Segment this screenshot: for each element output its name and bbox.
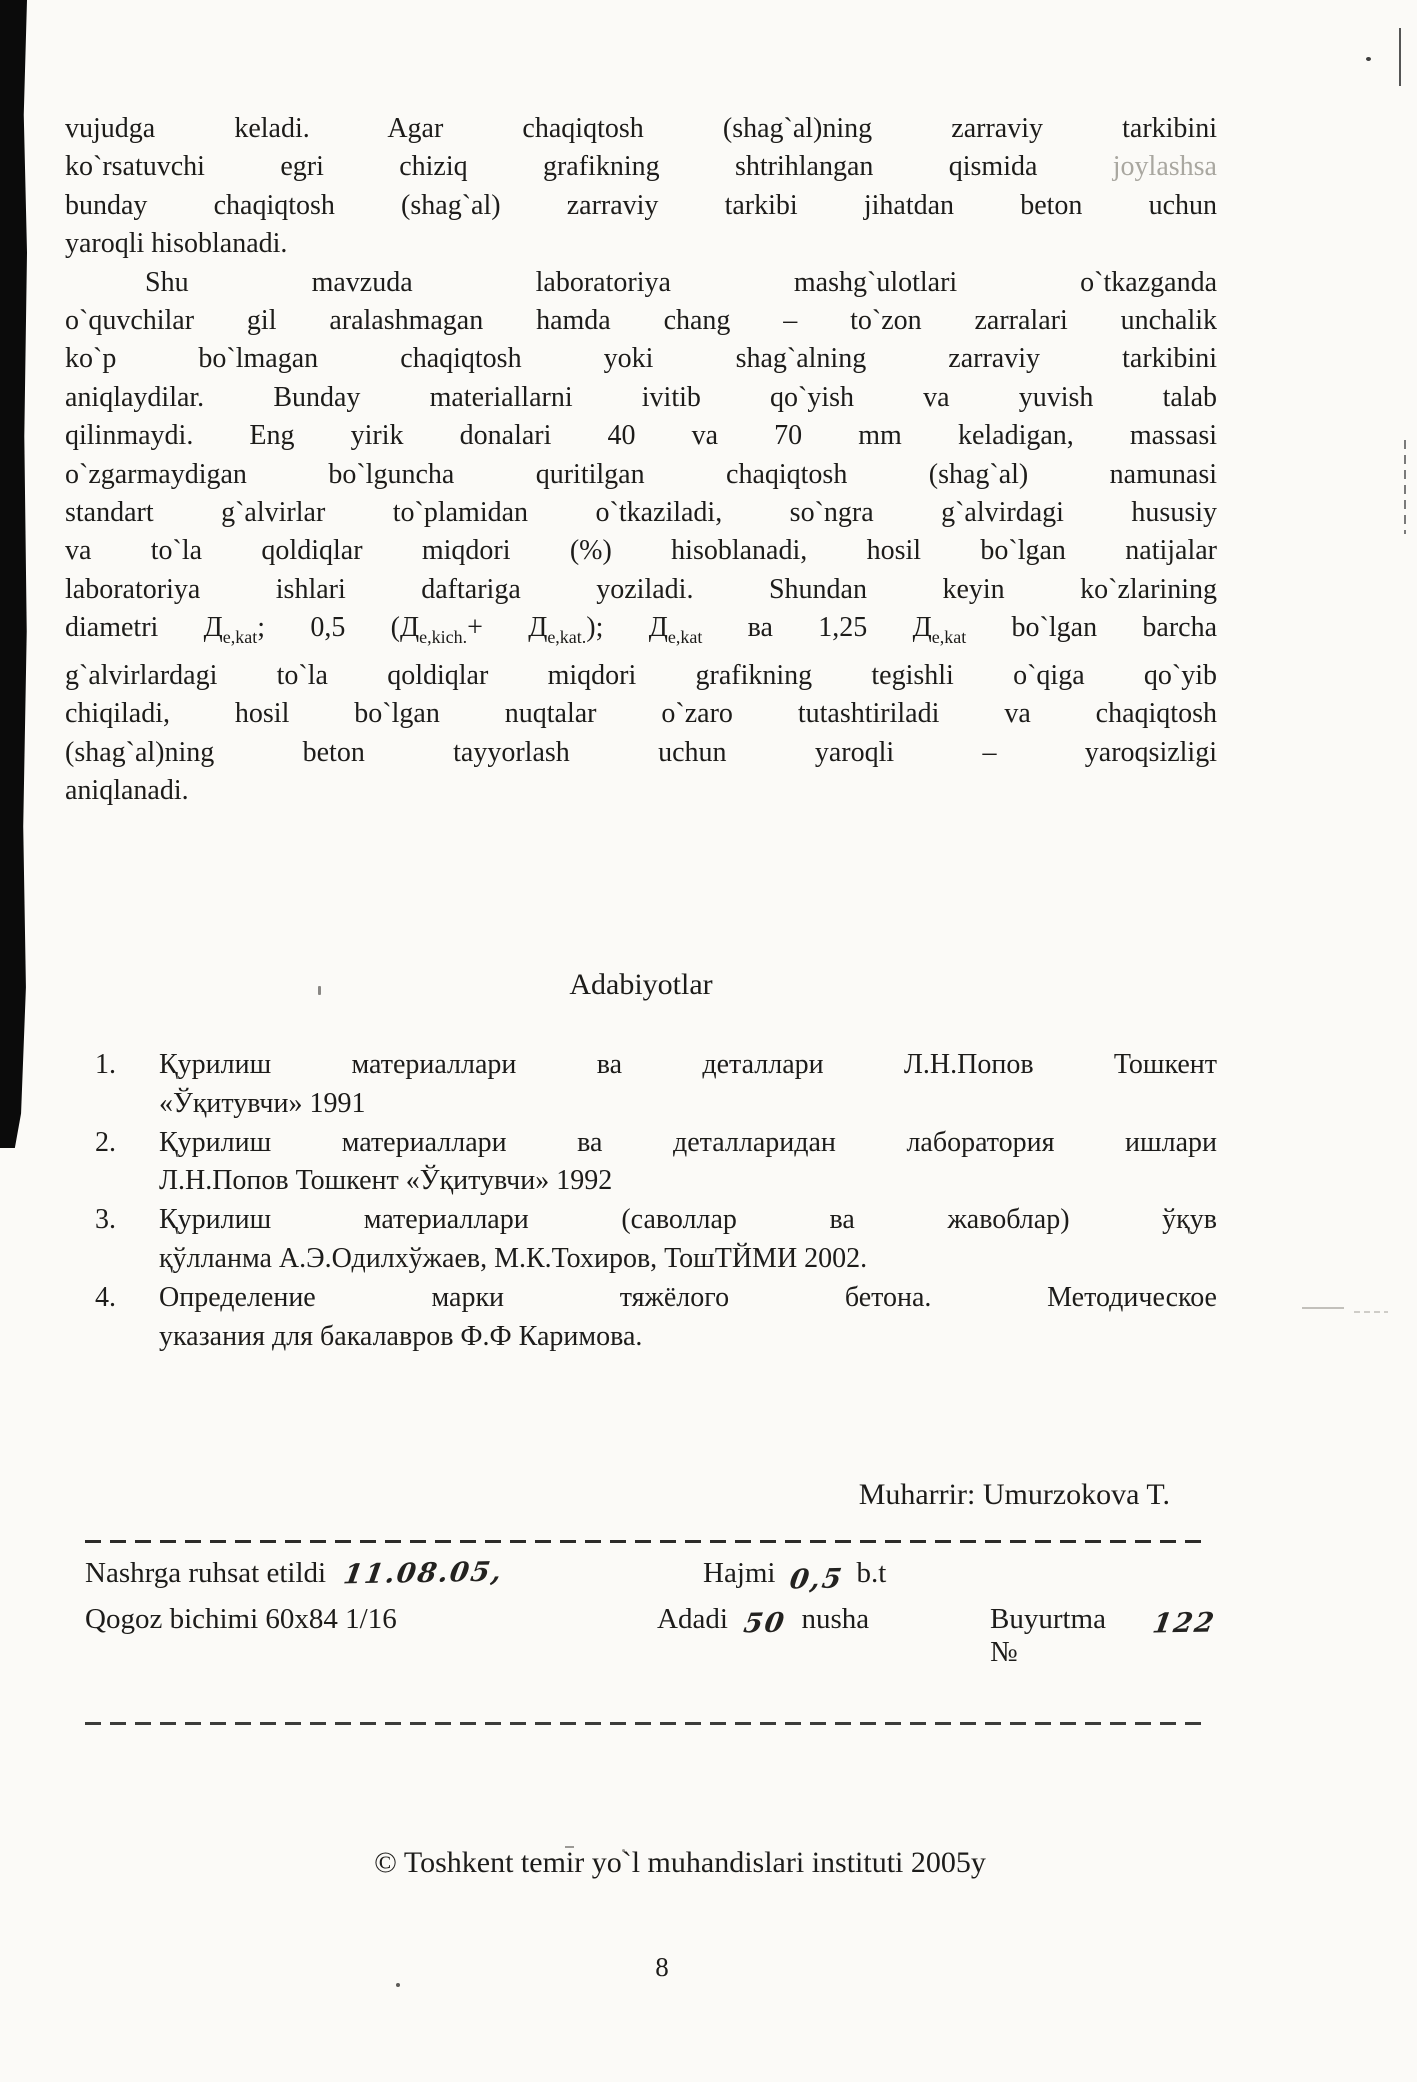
text-segment: aniqlanadi. [65, 774, 189, 806]
text-line [159, 1085, 1217, 1124]
text-line [65, 379, 1217, 417]
order-number-handwritten: 122 [1150, 1607, 1218, 1640]
imprint-row-1 [85, 1557, 1215, 1599]
references-list [95, 1046, 1217, 1356]
permission-date-handwritten: 11.08.05, [341, 1556, 506, 1591]
text-line [65, 772, 1217, 810]
scan-artifact-speck [396, 1983, 400, 1987]
text-line [65, 110, 1217, 148]
subscript-text: e,kat [222, 627, 258, 648]
dashed-divider-bottom [85, 1722, 1203, 1725]
text-segment: aniqlaydilar. Bunday materiallarni ivitib qo`yish va yuvish talab [65, 381, 1217, 413]
imprint-block [85, 1540, 1218, 1668]
copyright-line: © Toshkent temir yo`l muhandislari instituti 2005y [374, 1846, 986, 1879]
text-segment: o`quvchilar gil aralashmagan hamda chang – to`zon zarralari unchalik [65, 305, 1217, 337]
reference-item [95, 1201, 1217, 1279]
paragraph-lab-procedure [65, 264, 1217, 811]
text-line [159, 1162, 1217, 1201]
text-segment: diametri Д [65, 612, 223, 644]
text-segment: «Ўқитувчи» 1991 [159, 1087, 366, 1119]
reference-text [159, 1279, 1217, 1357]
text-line [65, 187, 1217, 225]
paper-format-label: Qogoz bichimi 60x84 1/16 [85, 1603, 397, 1635]
text-line [159, 1046, 1217, 1085]
text-segment: Shu mavzuda laboratoriya mashg`ulotlari o`tkazganda [145, 266, 1217, 298]
reference-item [95, 1046, 1217, 1124]
text-segment: standart g`alvirlar to`plamidan o`tkaziladi, so`ngra g`alvirdagi hususiy [65, 497, 1217, 529]
order-label: Buyurtma № [990, 1603, 1106, 1668]
reference-text [159, 1201, 1217, 1279]
text-line [159, 1201, 1217, 1240]
faded-text: joylashsa [1112, 151, 1217, 183]
reference-text [159, 1124, 1217, 1202]
scan-artifact-dashed-line [1404, 440, 1406, 534]
text-line [65, 532, 1217, 570]
volume-value-handwritten: 0,5 [786, 1563, 846, 1596]
text-line [65, 340, 1217, 378]
text-segment: ); Д [586, 612, 668, 644]
text-segment: g`alvirlardagi to`la qoldiqlar miqdori grafikning tegishli o`qiga qo`yib [65, 659, 1217, 691]
text-segment: va to`la qoldiqlar miqdori (%) hisoblanadi, hosil bo`lgan natijalar [65, 535, 1217, 567]
volume-group [703, 1557, 887, 1596]
text-segment: bunday chaqiqtosh (shag`al) zarraviy tarkibi jihatdan beton uchun [65, 189, 1217, 221]
text-segment: yaroqli hisoblanadi. [65, 228, 288, 260]
page-number: 8 [655, 1952, 669, 1982]
scan-artifact-dot [1366, 57, 1371, 61]
text-line [65, 734, 1217, 772]
text-segment: ko`rsatuvchi egri chiziq grafikning shtrihlangan qismida [65, 151, 1113, 183]
text-line [159, 1240, 1217, 1279]
scan-artifact-vertical-line [1399, 28, 1401, 86]
references-heading: Adabiyotlar [569, 968, 713, 1001]
reference-number: 1. [95, 1049, 116, 1080]
volume-label: Hajmi [703, 1557, 776, 1589]
text-line [65, 494, 1217, 532]
scan-artifact-faint-dash [1354, 1311, 1388, 1313]
copies-unit: nusha [801, 1603, 870, 1635]
text-line [65, 264, 1217, 302]
imprint-row-2 [85, 1603, 1218, 1668]
text-segment: + Д [467, 612, 548, 644]
copies-label: Adadi [657, 1603, 728, 1635]
text-segment: Қурилиш материаллари ва деталларидан лаборатория ишлари [159, 1126, 1217, 1158]
text-line [65, 456, 1217, 494]
text-segment: chiqiladi, hosil bo`lgan nuqtalar o`zaro tutashtiriladi va chaqiqtosh [65, 698, 1217, 730]
scan-artifact-faint-dash [1302, 1307, 1344, 1309]
text-segment: ko`p bo`lmagan chaqiqtosh yoki shag`alning zarraviy tarkibini [65, 343, 1217, 375]
text-segment: ва 1,25 Д [702, 612, 932, 644]
subscript-text: e,kat. [547, 627, 587, 648]
text-segment: (shag`al)ning beton tayyorlash uchun yaroqli – yaroqsizligi [65, 736, 1217, 768]
text-line [65, 609, 1217, 656]
reference-item [95, 1279, 1217, 1357]
reference-item [95, 1124, 1217, 1202]
text-line [65, 657, 1217, 695]
reference-number: 3. [95, 1204, 116, 1236]
scan-artifact-left-strip [0, 0, 27, 1148]
text-segment: o`zgarmaydigan bo`lguncha quritilgan chaqiqtosh (shag`al) namunasi [65, 458, 1217, 490]
copies-group [657, 1603, 870, 1640]
text-segment: Определение марки тяжёлого бетона. Методическое [159, 1281, 1217, 1313]
text-segment: Қурилиш материаллари (саволлар ва жавоблар) ўқув [159, 1204, 1217, 1236]
text-segment: указания для бакалавров Ф.Ф Каримова. [159, 1320, 643, 1352]
text-line [159, 1124, 1217, 1163]
copies-value-handwritten: 50 [741, 1607, 788, 1640]
volume-unit: b.t [856, 1557, 887, 1589]
paragraph-continuation [65, 110, 1217, 264]
text-line [65, 571, 1217, 609]
text-segment: bo`lgan barcha [966, 612, 1218, 644]
subscript-text: e,kich. [419, 627, 468, 648]
text-segment: vujudga keladi. Agar chaqiqtosh (shag`al)ning zarraviy tarkibini [65, 113, 1217, 144]
subscript-text: e,kat [931, 627, 967, 648]
text-segment: laboratoriya ishlari daftariga yoziladi. Shundan keyin ko`zlarining [65, 573, 1217, 605]
reference-number: 2. [95, 1126, 116, 1158]
permission-label: Nashrga ruhsat etildi [85, 1557, 327, 1589]
text-line [65, 417, 1217, 455]
editor-line: Muharrir: Umurzokova T. [858, 1478, 1170, 1511]
text-segment: qilinmaydi. Eng yirik donalari 40 va 70 mm keladigan, massasi [65, 420, 1217, 452]
text-line [65, 695, 1217, 733]
text-line [65, 302, 1217, 340]
text-segment: ; 0,5 (Д [257, 612, 420, 644]
text-line [159, 1318, 1217, 1357]
text-line [65, 148, 1217, 186]
text-line [65, 225, 1217, 263]
text-line [159, 1279, 1217, 1318]
order-group [990, 1603, 1218, 1669]
reference-number: 4. [95, 1281, 116, 1313]
text-segment: қўлланма А.Э.Одилхўжаев, М.К.Тохиров, ТошТЙМИ 2002. [159, 1242, 868, 1274]
subscript-text: e,kat [667, 627, 703, 648]
reference-text [159, 1046, 1217, 1124]
dashed-divider-top [85, 1540, 1210, 1543]
text-segment: Л.Н.Попов Тошкент «Ўқитувчи» 1992 [159, 1165, 613, 1197]
main-text-block [65, 110, 1217, 810]
text-segment: Қурилиш материаллари ва деталлари Л.Н.Попов Тошкент [159, 1049, 1217, 1080]
